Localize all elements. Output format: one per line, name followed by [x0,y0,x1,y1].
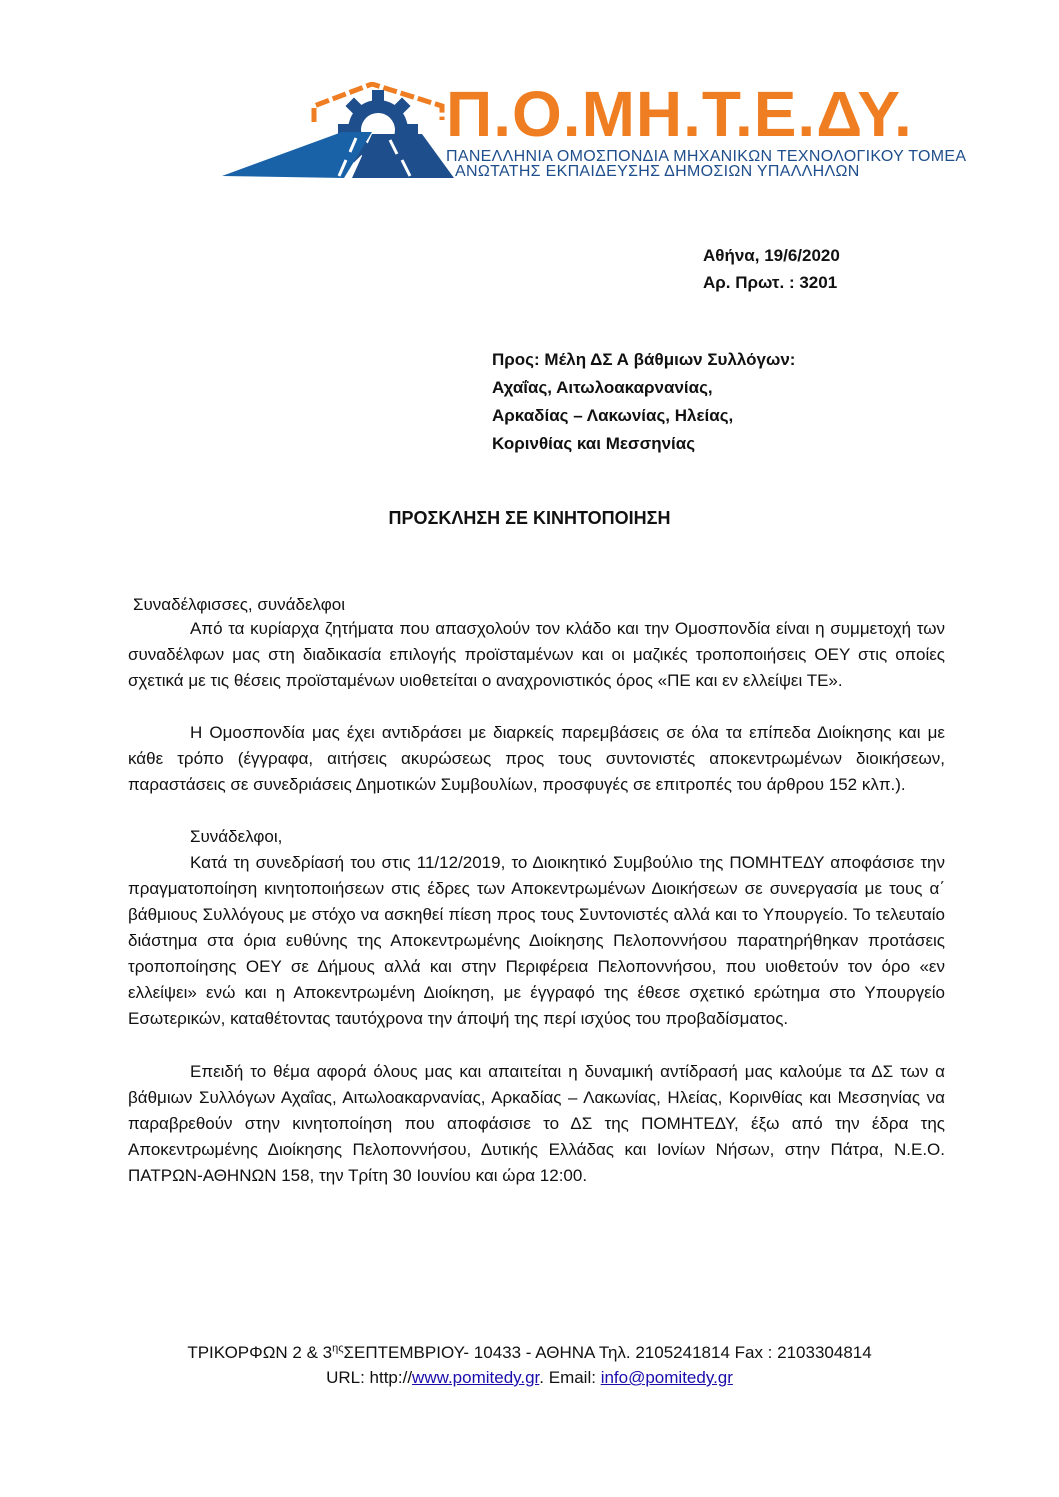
footer-url-label: URL: http:// [326,1368,413,1387]
body-paragraph [128,824,945,850]
recipients-line: Κορινθίας και Μεσσηνίας [492,434,696,453]
footer-contacts [0,1368,1059,1388]
footer-address-part: ΣΕΠΤΕΜΒΡΙΟΥ- 10433 - ΑΘΗΝΑ Τηλ. 2105241814 Fax : 2103304814 [343,1343,872,1362]
recipients-block [492,346,795,458]
footer-address-superscript: ης [332,1342,344,1355]
email-link[interactable]: info@pomitedy.gr [600,1368,733,1387]
organization-name-line1: ΠΑΝΕΛΛΗΝΙΑ ΟΜΟΣΠΟΝΔΙΑ ΜΗΧΑΝΙΚΩΝ ΤΕΧΝΟΛΟΓΙΚΟΥ ΤΟΜΕΑ [446,148,967,165]
paragraph-text: Η Ομοσπονδία μας έχει αντιδράσει με διαρκείς παρεμβάσεις σε όλα τα επίπεδα Διοίκησης και με κάθε τρόπο (έγγραφα, αιτήσεις ακυρώσεως προς τους συντονιστές αποκεντρωμένων διοικήσεων, παραστάσεις σε συνεδριάσεις Δημοτικών Συμβουλίων, προσφυγές σε επιτροπές του άρθρου 152 κλπ.). [128,723,945,794]
body-paragraph [128,616,945,694]
paragraph-text: Από τα κυρίαρχα ζητήματα που απασχολούν τον κλάδο και την Ομοσπονδία είναι η συμμετοχή των συναδέλφων μας στη διαδικασία επιλογής προϊσταμένων και οι μαζικές τροποποιήσεις ΟΕΥ στις οποίες σχετικά με τις θέσεις προϊσταμένων υιοθετείται ο αναχρονιστικός όρος «ΠΕ και εν ελλείψει ΤΕ». [128,619,945,690]
protocol-number: Αρ. Πρωτ. : 3201 [703,273,838,292]
paragraph-text: Συνάδελφοι, [190,827,283,846]
organization-name-line2: ΑΝΩΤΑΤΗΣ ΕΚΠΑΙΔΕΥΣΗΣ ΔΗΜΟΣΙΩΝ ΥΠΑΛΛΗΛΩΝ [455,163,860,180]
letter-date: Αθήνα, 19/6/2020 [703,246,840,265]
body-paragraph [128,720,945,798]
footer-address-part: ΤΡΙΚΟΡΦΩΝ 2 & 3 [187,1343,333,1362]
body-paragraph [128,850,945,1032]
recipients-line: Αχαΐας, Αιτωλοακαρνανίας, [492,378,713,397]
recipients-line: Προς: Μέλη ΔΣ Α βάθμιων Συλλόγων: [492,350,796,369]
paragraph-text: Επειδή το θέμα αφορά όλους μας και απαιτείται η δυναμική αντίδρασή μας καλούμε τα ΔΣ των α βάθμιων Συλλόγων Αχαΐας, Αιτωλοακαρνανίας, Αρκαδίας – Λακωνίας, Ηλείας, Κορινθίας και Μεσσηνίας να παραβρεθούν στην κινητοποίηση που αποφάσισε το ΔΣ της ΠΟΜΗΤΕΔΥ, έξω από την έδρα της Αποκεντρωμένης Διοίκησης Πελοποννήσου, Δυτικής Ελλάδας και Ιονίων Νήσων, στην Πάτρα, Ν.Ε.Ο. ΠΑΤΡΩΝ-ΑΘΗΝΩΝ 158, την Τρίτη 30 Ιουνίου και ώρα 12:00. [128,1062,945,1185]
footer-address [0,1343,1059,1363]
greeting: Συναδέλφισσες, συνάδελφοι [133,595,345,614]
body-paragraph [128,1059,945,1189]
footer-email-label: . Email: [539,1368,601,1387]
document-title: ΠΡΟΣΚΛΗΣΗ ΣΕ ΚΙΝΗΤΟΠΟΙΗΣΗ [388,508,671,528]
website-link[interactable]: www.pomitedy.gr [412,1368,540,1387]
organization-acronym: Π.Ο.ΜΗ.Τ.Ε.ΔΥ. [446,78,913,150]
organization-logo-icon [222,82,454,182]
recipients-line: Αρκαδίας – Λακωνίας, Ηλείας, [492,406,734,425]
paragraph-text: Κατά τη συνεδρίασή του στις 11/12/2019, το Διοικητικό Συμβούλιο της ΠΟΜΗΤΕΔΥ αποφάσισε την πραγματοποίηση κινητοποιήσεων στις έδρες των Αποκεντρωμένων Διοικήσεων σε συνεργασία με τους α΄ βάθμιους Συλλόγους με στόχο να ασκηθεί πίεση προς τους Συντονιστές αλλά και το Υπουργείο. Το τελευταίο διάστημα στα όρια ευθύνης της Αποκεντρωμένης Διοίκησης Πελοποννήσου παρατηρήθηκαν προτάσεις τροποποίησης ΟΕΥ σε Δήμους αλλά και στην Περιφέρεια Πελοποννήσου, που υιοθετούν τον όρο «εν ελλείψει» ενώ και η Αποκεντρωμένη Διοίκηση, με έγγραφό της έθεσε σχετικό ερώτημα στο Υπουργείο Εσωτερικών, καταθέτοντας ταυτόχρονα την άποψή της περί ισχύος του προβαδίσματος. [128,853,945,1028]
